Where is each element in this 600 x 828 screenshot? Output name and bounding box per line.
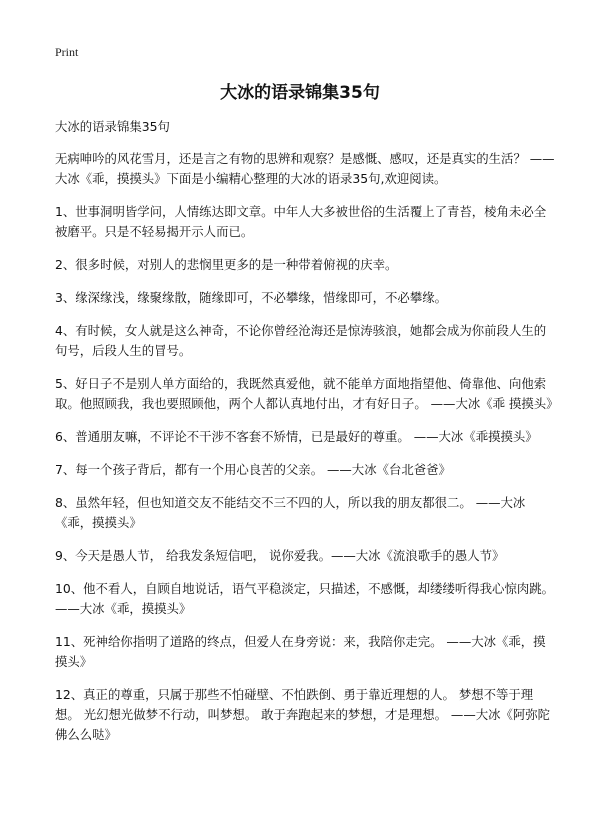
print-link[interactable]: Print bbox=[55, 45, 79, 59]
quote-item: 7、每一个孩子背后，都有一个用心良苦的父亲。 ——大冰《台北爸爸》 bbox=[55, 462, 451, 477]
page-title: 大冰的语录锦集35句 bbox=[220, 83, 380, 103]
quote-item: 4、有时候，女人就是这么神奇，不论你曾经沧海还是惊涛骇浪，她都会成为你前段人生的句号，后段人生的冒号。 bbox=[55, 323, 547, 358]
quote-item: 2、很多时候，对别人的悲悯里更多的是一种带着俯视的庆幸。 bbox=[55, 257, 398, 272]
quote-item: 3、缘深缘浅，缘聚缘散，随缘即可，不必攀缘，惜缘即可，不必攀缘。 bbox=[55, 290, 447, 305]
quote-item: 8、虽然年轻，但也知道交友不能结交不三不四的人，所以我的朋友都很二。 ——大冰《乖，摸摸头》 bbox=[55, 495, 526, 530]
quote-item: 6、普通朋友嘛，不评论不干涉不客套不矫情，已是最好的尊重。 ——大冰《乖摸摸头》 bbox=[55, 429, 538, 444]
quote-item: 12、真正的尊重，只属于那些不怕碰壁、不怕跌倒、勇于靠近理想的人。 梦想不等于理想。 光幻想光做梦不行动，叫梦想。 敢于奔跑起来的梦想，才是理想。 ——大冰《阿弥陀佛么么哒》 bbox=[55, 687, 551, 742]
quote-item: 9、今天是愚人节， 给我发条短信吧， 说你爱我。——大冰《流浪歌手的愚人节》 bbox=[55, 548, 505, 563]
quote-item: 11、死神给你指明了道路的终点，但爱人在身旁说：来，我陪你走完。 ——大冰《乖，摸摸头》 bbox=[55, 634, 546, 669]
quote-item: 10、他不看人，自顾自地说话，语气平稳淡定，只描述，不感慨，却缕缕听得我心惊肉跳。 ——大冰《乖，摸摸头》 bbox=[55, 581, 555, 616]
quote-item: 5、好日子不是别人单方面给的，我既然真爱他，就不能单方面地指望他、倚靠他、向他索取。他照顾我，我也要照顾他，两个人都认真地付出，才有好日子。 ——大冰《乖 摸摸头》 bbox=[55, 376, 559, 411]
intro-paragraph: 无病呻吟的风花雪月，还是言之有物的思辨和观察？是感慨、感叹，还是真实的生活？ ——大冰《乖，摸摸头》下面是小编精心整理的大冰的语录35句,欢迎阅读。 bbox=[55, 151, 555, 186]
article-body bbox=[55, 117, 559, 758]
article-subtitle: 大冰的语录锦集35句 bbox=[55, 119, 170, 134]
quote-item: 1、世事洞明皆学问，人情练达即文章。中年人大多被世俗的生活覆上了青苔，棱角未必全被磨平。只是不轻易揭开示人而已。 bbox=[55, 204, 547, 239]
